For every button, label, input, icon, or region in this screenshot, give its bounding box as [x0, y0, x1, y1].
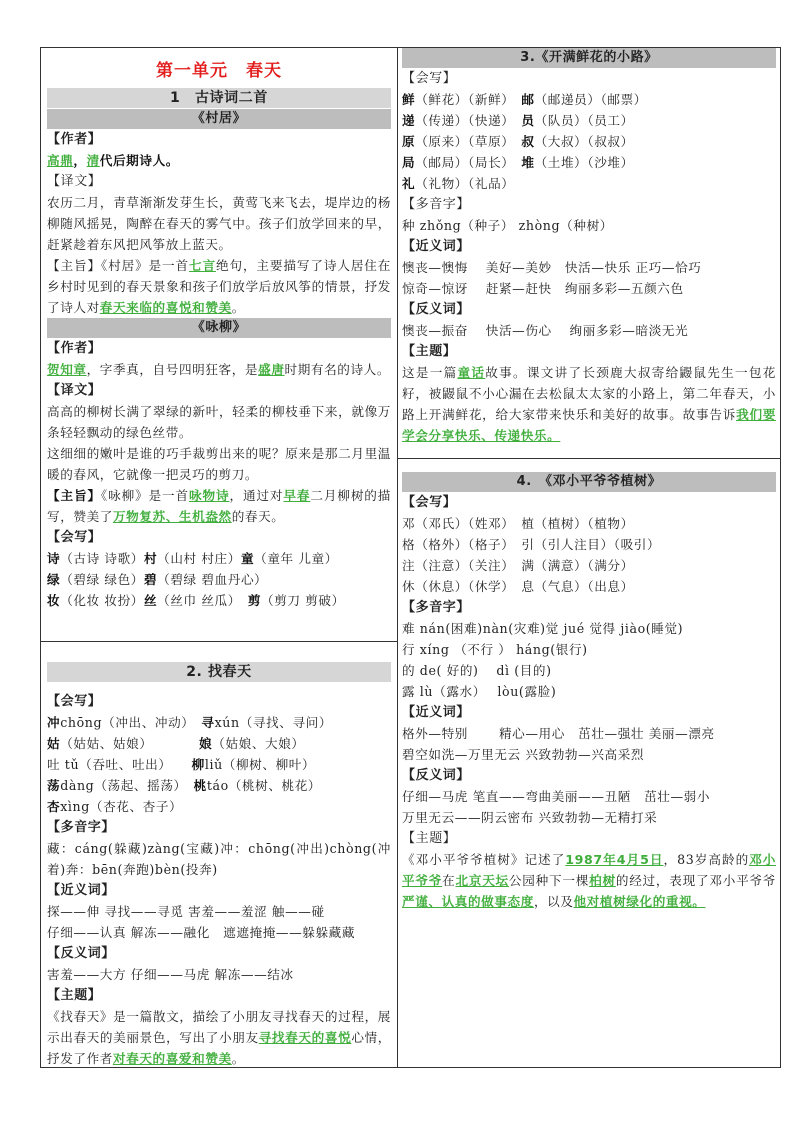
text-line [402, 320, 776, 341]
text-line [47, 838, 391, 880]
section-heading: 【会写】 [402, 71, 457, 86]
text-run: 害羞——大方 仔细——马虎 解冻——结冰 [47, 967, 294, 982]
text-line [47, 922, 391, 943]
text-line [402, 555, 776, 576]
text-run: liǔ（柳树、柳叶） [204, 757, 316, 772]
lesson-title-bar: 2. 找春天 [47, 662, 391, 682]
text-run: 仔细—马虎 笔直——弯曲美丽——丑陋 茁壮—弱小 [402, 789, 711, 804]
right-section-divider [397, 458, 781, 459]
text-line [47, 548, 391, 569]
highlighted-keyword: 贺知章 [47, 362, 87, 377]
lesson-4-section [399, 472, 779, 912]
text-line [402, 173, 776, 194]
section-heading: 【主题】 [402, 831, 457, 846]
text-line [47, 754, 391, 775]
bold-character: 递 [402, 113, 416, 128]
text-run: 注（注意）（关注） 满（满意）（满分） [402, 558, 634, 573]
poem-title-bar: 《村居》 [47, 109, 391, 129]
text-run: 。 [231, 1051, 245, 1066]
bold-character: 碧 [143, 572, 158, 587]
poem-title-bar: 3.《开满鲜花的小路》 [402, 48, 776, 68]
text-run: chōng（冲出、冲动） [60, 715, 202, 730]
unit-title: 第一单元 春天 [156, 61, 282, 81]
text-line [47, 775, 391, 796]
bold-character: 绿 [47, 572, 61, 587]
bold-character: 【主旨】 [47, 488, 101, 503]
bold-character: 村 [143, 551, 158, 566]
text-run: （原来）（草原） [415, 134, 522, 149]
text-line [402, 639, 776, 660]
text-line [47, 796, 391, 817]
highlighted-keyword: 1987年4月5日 [565, 852, 664, 867]
bold-character: 冲 [47, 715, 61, 730]
text-line [402, 152, 776, 173]
text-run: （碧绿 碧血丹心） [157, 572, 268, 587]
text-line [47, 590, 391, 611]
text-line [402, 681, 776, 702]
left-section-divider [40, 641, 397, 642]
text-run: 时期有名的诗人。 [284, 362, 391, 377]
text-line [47, 401, 391, 443]
bold-character: 柳 [191, 757, 205, 772]
highlighted-keyword: 柏树 [589, 873, 616, 888]
text-line [47, 255, 391, 318]
text-run: （队员）（员工） [534, 113, 634, 128]
text-run: 格（格外）（格子） 引（引人注目）（吸引） [402, 537, 661, 552]
text-run: 二月柳树的描写，赞美了 [47, 488, 391, 524]
highlighted-keyword: 春天来临的喜悦和赞美 [99, 300, 232, 315]
text-run: táo（桃树、桃花） [206, 778, 322, 793]
text-run: 公园种下一棵 [508, 873, 590, 888]
bold-character: 寻 [201, 715, 215, 730]
text-run: （鲜花）（新鲜） [415, 92, 522, 107]
text-line [402, 362, 776, 446]
highlighted-keyword: 我们要学会分享快乐、传递快乐。 [402, 407, 776, 443]
text-line [47, 964, 391, 985]
bold-character: 娘 [199, 736, 213, 751]
section-heading: 【多音字】 [47, 820, 116, 835]
section-heading: 【主题】 [47, 988, 102, 1003]
poem-title-bar: 4. 《邓小平爷爷植树》 [402, 472, 776, 492]
text-line [47, 359, 391, 380]
text-run: xún（寻找、寻问） [214, 715, 333, 730]
bold-character: 诗 [47, 551, 61, 566]
text-run: （传递）（快递） [415, 113, 522, 128]
lesson-3-section [399, 48, 779, 446]
bold-character: 剪 [247, 593, 262, 608]
text-run: （山村 村庄） [157, 551, 241, 566]
text-line [402, 723, 776, 744]
text-line [402, 849, 776, 912]
section-heading: 【主题】 [402, 344, 457, 359]
text-line [402, 618, 776, 639]
text-run: 的 de( 好的) dì (目的) [402, 663, 552, 678]
text-run: 行 xíng （不行 ） háng(银行) [402, 642, 588, 657]
text-run: 这是一篇 [402, 365, 458, 380]
text-line [402, 278, 776, 299]
section-heading: 【多音字】 [402, 197, 471, 212]
text-line [47, 150, 391, 171]
bold-character: 堆 [521, 155, 535, 170]
bold-character: 原 [402, 134, 416, 149]
text-run: 惊奇—惊讶 赶紧—赶快 绚丽多彩—五颜六色 [402, 281, 684, 296]
highlighted-keyword: 万物复苏、生机盎然 [112, 509, 232, 524]
text-run: （姑姑、姑娘） [60, 736, 200, 751]
highlighted-keyword: 邓小平爷爷 [402, 852, 776, 888]
lesson-1-section [47, 48, 391, 611]
text-line [402, 89, 776, 110]
text-run: 《邓小平爷爷植树》记述了 [402, 852, 566, 867]
text-line [47, 443, 391, 485]
text-line [402, 786, 776, 807]
text-run: （化妆 妆扮） [60, 593, 144, 608]
text-line [47, 712, 391, 733]
bold-character: 妆 [47, 593, 61, 608]
text-run: 这细细的嫩叶是谁的巧手裁剪出来的呢？原来是那二月里温暖的春风，它就像一把灵巧的剪刀。 [47, 446, 391, 482]
text-line [402, 131, 776, 152]
bold-character: 代后期诗人。 [99, 153, 179, 168]
text-run: （邮局）（局长） [415, 155, 522, 170]
text-run: 的春天。 [231, 509, 285, 524]
highlighted-keyword: 七言 [189, 258, 216, 273]
spacer [47, 683, 391, 691]
text-line [402, 660, 776, 681]
text-line [47, 569, 391, 590]
section-heading: 【反义词】 [47, 946, 116, 961]
text-run: 懊丧—懊悔 美好—美妙 快活—快乐 正巧—恰巧 [402, 260, 702, 275]
section-heading: 【多音字】 [402, 600, 471, 615]
bold-character: 鲜 [402, 92, 416, 107]
text-run: （邮递员）（邮票） [534, 92, 648, 107]
text-run: 绝句，主要描写了诗人居住在乡村时见到的春天景象和孩子们放学后放风筝的情景，抒发了诗人对 [47, 258, 391, 315]
poem-title-bar: 《咏柳》 [47, 318, 391, 338]
text-run: 仔细——认真 解冻——融化 遮遮掩掩——躲躲藏藏 [47, 925, 356, 940]
text-run: 藏：cáng(躲藏)zàng(宝藏)冲：chōng(冲出)chòng(冲着)奔：bēn(奔跑)bèn(投奔) [47, 841, 391, 877]
highlighted-keyword: 他对植树绿化的重视。 [573, 894, 706, 909]
highlighted-keyword: 寻找春天的喜悦 [258, 1030, 352, 1045]
text-run: 万里无云——阴云密布 兴致勃勃—无精打采 [402, 810, 658, 825]
text-line [47, 1006, 391, 1069]
text-run: 。 [231, 300, 245, 315]
highlighted-keyword: 对春天的喜爱和赞美 [112, 1051, 232, 1066]
section-heading: 【近义词】 [402, 705, 471, 720]
text-run: 农历二月，青草渐渐发芽生长，黄莺飞来飞去，堤岸边的杨柳随风摇晃，陶醉在春天的雾气中。孩子们放学回来的早，赶紧趁着东风把风筝放上蓝天。 [47, 195, 391, 252]
text-run: （古诗 诗歌） [60, 551, 144, 566]
bold-character: 杏 [47, 799, 61, 814]
text-line [402, 257, 776, 278]
text-line [402, 110, 776, 131]
lesson-title-bar: 1 古诗词二首 [47, 88, 391, 108]
bold-character: 叔 [521, 134, 535, 149]
section-heading: 【会写】 [47, 530, 102, 545]
bold-character: 姑 [47, 736, 61, 751]
text-run: 故事。课文讲了长颈鹿大叔寄给鼹鼠先生一包花籽，被鼹鼠不小心漏在去松鼠太太家的小路上，第二年春天，小路上开满鲜花，给大家带来快乐和美好的故事。故事告诉 [402, 365, 777, 422]
bold-character: 荡 [47, 778, 61, 793]
text-run: （童年 儿童） [254, 551, 338, 566]
column-divider [397, 47, 398, 1068]
text-run: （土堆）（沙堆） [534, 155, 634, 170]
text-run: ，83岁高龄的 [663, 852, 750, 867]
bold-character: 礼 [402, 176, 416, 191]
text-run: （礼物）（礼品） [415, 176, 515, 191]
section-heading: 【会写】 [402, 495, 457, 510]
highlighted-keyword: 咏物诗 [189, 488, 230, 503]
text-run: 【主旨】《村居》是一首 [47, 258, 190, 273]
text-run: 露 lù（露水） lòu(露脸) [402, 684, 557, 699]
text-line [47, 485, 391, 527]
section-heading: 【反义词】 [402, 302, 471, 317]
text-run: 探——伸 寻找——寻觅 害羞——羞涩 触——碰 [47, 904, 325, 919]
text-line [47, 901, 391, 922]
bold-character: 邮 [521, 92, 535, 107]
text-line [402, 534, 776, 555]
text-run: 种 zhǒng（种子） zhòng（种树） [402, 218, 613, 233]
text-run: 的经过，表现了邓小平爷爷 [615, 873, 776, 888]
text-run: 格外—特别 精心—用心 茁壮—强壮 美丽—漂亮 [402, 726, 715, 741]
text-line [47, 192, 391, 255]
bold-character: 局 [402, 155, 416, 170]
highlighted-keyword: 盛唐 [258, 362, 285, 377]
text-run: 休（休息）（休学） 息（气息）（出息） [402, 579, 634, 594]
bold-character: 员 [521, 113, 535, 128]
text-run: 心情，抒发了作者 [47, 1030, 391, 1066]
text-run: （姑娘、大娘） [212, 736, 305, 751]
section-heading: 【近义词】 [47, 883, 116, 898]
text-line [402, 215, 776, 236]
text-run: 懊丧—振奋 快活—伤心 绚丽多彩—暗淡无光 [402, 323, 689, 338]
bold-character: ， [73, 153, 87, 168]
highlighted-keyword: 高鼎 [47, 153, 74, 168]
text-run: ，字季真，自号四明狂客，是 [86, 362, 259, 377]
text-run: 《找春天》是一篇散文，描绘了小朋友寻找春天的过程，展示出春天的美丽景色，写出了小朋友 [47, 1009, 391, 1045]
section-heading: 【会写】 [47, 694, 102, 709]
section-heading: 【译文】 [47, 383, 102, 398]
section-heading: 【反义词】 [402, 768, 471, 783]
text-line [47, 733, 391, 754]
section-heading: 【译文】 [47, 174, 102, 189]
section-heading: 【作者】 [47, 341, 102, 356]
text-line [402, 513, 776, 534]
text-run: （剪刀 剪破） [261, 593, 345, 608]
text-run: 碧空如洗—万里无云 兴致勃勃—兴高采烈 [402, 747, 645, 762]
text-run: 在 [442, 873, 456, 888]
text-line [402, 576, 776, 597]
text-run: 吐 tǔ（吞吐、吐出） [47, 757, 192, 772]
section-heading: 【近义词】 [402, 239, 471, 254]
text-run: 高高的柳树长满了翠绿的新叶，轻柔的柳枝垂下来，就像万条轻轻飘动的绿色丝带。 [47, 404, 391, 440]
lesson-2-section [47, 662, 391, 1069]
text-run: xìng（杏花、杏子） [60, 799, 183, 814]
text-line [402, 807, 776, 828]
text-run: （丝巾 丝瓜） [157, 593, 248, 608]
highlighted-keyword: 严谨、认真的做事态度 [402, 894, 534, 909]
section-heading: 【作者】 [47, 132, 102, 147]
text-run: （大叔）（叔叔） [534, 134, 634, 149]
text-run: 难 nán(困难)nàn(灾难)觉 jué 觉得 jiào(睡觉) [402, 621, 684, 636]
highlighted-keyword: 清 [86, 153, 100, 168]
bold-character: 童 [240, 551, 255, 566]
bold-character: 桃 [193, 778, 207, 793]
text-run: （碧绿 绿色） [60, 572, 144, 587]
highlighted-keyword: 童话 [457, 365, 486, 380]
text-run: 《咏柳》是一首 [100, 488, 190, 503]
highlighted-keyword: 北京天坛 [455, 873, 509, 888]
text-run: 邓（邓氏）（姓邓） 植（植树）（植物） [402, 516, 634, 531]
bold-character: 丝 [143, 593, 158, 608]
text-line [402, 744, 776, 765]
text-run: dàng（荡起、摇荡） [60, 778, 194, 793]
highlighted-keyword: 早春 [283, 488, 311, 503]
text-run: ，通过对 [229, 488, 284, 503]
text-run: ，以及 [533, 894, 574, 909]
